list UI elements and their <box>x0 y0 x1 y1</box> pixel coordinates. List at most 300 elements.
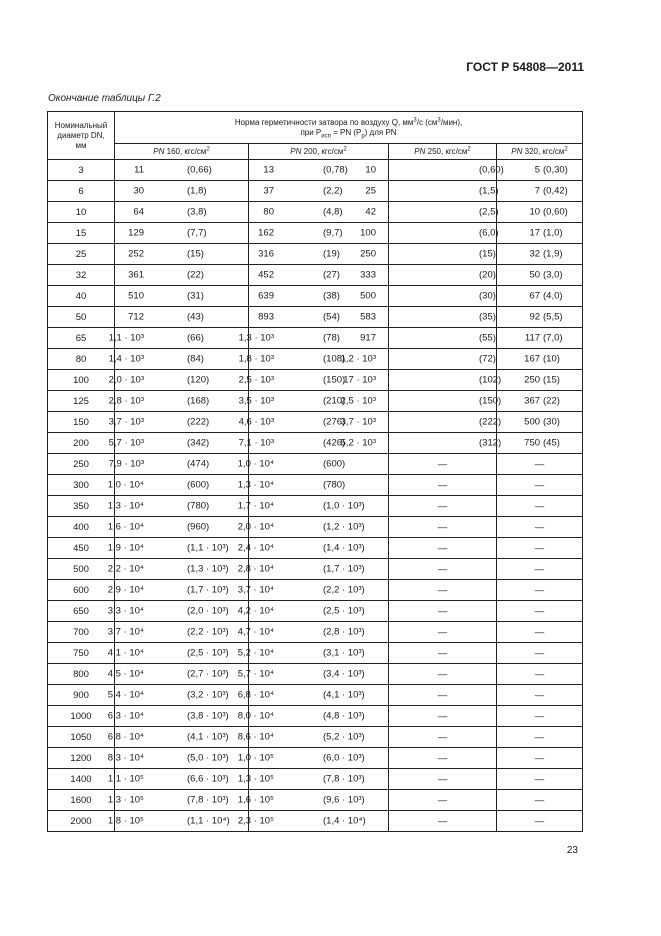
dn-cell: 900 <box>48 685 115 706</box>
value-cm3-per-min: (600) <box>323 458 346 470</box>
dn-cell: 2000 <box>48 811 115 832</box>
value-cm3-per-min: (30) <box>479 290 496 302</box>
value-cm3-per-min: (0,60) <box>479 164 504 176</box>
value-mm3-per-s: 8,3 · 10⁴ <box>107 752 144 764</box>
table-row <box>48 286 583 307</box>
leakage-value-cell <box>107 706 249 727</box>
table-row <box>48 601 583 622</box>
value-mm3-per-s: 917 <box>360 332 376 344</box>
value-cm3-per-min: (3,8) <box>187 206 207 218</box>
value-cm3-per-min: (1,4 · 10³) <box>323 542 365 554</box>
value-mm3-per-s: 6,8 · 10⁴ <box>237 689 274 701</box>
empty-value-cell: — <box>389 559 497 580</box>
value-cm3-per-min: (276) <box>323 416 346 428</box>
value-mm3-per-s: 1,1 · 10⁵ <box>107 773 144 785</box>
value-mm3-per-s: 250 <box>524 374 541 386</box>
leakage-value-cell <box>497 244 583 265</box>
value-mm3-per-s: 2,0 · 10⁴ <box>237 521 274 533</box>
value-mm3-per-s: 5,2 · 10³ <box>340 437 376 449</box>
value-cm3-per-min: (342) <box>187 437 210 449</box>
value-cm3-per-min: (19) <box>323 248 340 260</box>
dn-cell: 200 <box>48 433 115 454</box>
value-cm3-per-min: (20) <box>479 269 496 281</box>
table-row <box>48 244 583 265</box>
dn-cell: 600 <box>48 580 115 601</box>
empty-value-cell: — <box>389 727 497 748</box>
value-cm3-per-min: (15) <box>479 248 496 260</box>
value-mm3-per-s: 2,2 · 10⁴ <box>107 563 144 575</box>
table-row <box>48 223 583 244</box>
value-cm3-per-min: (1,2 · 10³) <box>323 521 365 533</box>
dn-cell: 350 <box>48 496 115 517</box>
value-cm3-per-min: (960) <box>187 521 210 533</box>
value-cm3-per-min: (1,9) <box>543 248 563 260</box>
value-mm3-per-s: 712 <box>128 311 144 323</box>
value-cm3-per-min: (0,42) <box>543 185 568 197</box>
value-mm3-per-s: 13 <box>263 164 274 176</box>
leakage-value-cell <box>107 643 249 664</box>
value-mm3-per-s: 30 <box>133 185 144 197</box>
leakage-value-cell <box>107 580 249 601</box>
value-cm3-per-min: (5,0 · 10³) <box>187 752 229 764</box>
value-mm3-per-s: 92 <box>529 311 541 323</box>
table-row <box>48 811 583 832</box>
value-mm3-per-s: 1,4 · 10³ <box>108 353 144 365</box>
leakage-value-cell <box>108 433 249 454</box>
value-cm3-per-min: (10) <box>543 353 560 365</box>
value-cm3-per-min: (780) <box>323 479 346 491</box>
leakage-value-cell <box>237 727 389 748</box>
value-cm3-per-min: (2,5 · 10³) <box>187 647 229 659</box>
table-row <box>48 391 583 412</box>
leakage-value-cell <box>237 769 389 790</box>
value-cm3-per-min: (2,2 · 10³) <box>187 626 229 638</box>
dn-cell: 15 <box>48 223 115 244</box>
value-mm3-per-s: 2,5 · 10³ <box>238 374 274 386</box>
empty-value-cell: — <box>389 706 497 727</box>
leakage-value-cell <box>360 223 499 244</box>
empty-value-cell: — <box>389 622 497 643</box>
dn-header-line1: Номинальный <box>54 120 108 130</box>
leakage-value-cell <box>365 181 499 202</box>
pn320-header: PN 320, кгс/$см^2$ <box>497 144 583 160</box>
empty-value-cell: — <box>497 496 583 517</box>
value-mm3-per-s: 10 <box>529 206 541 218</box>
table-row <box>48 496 583 517</box>
value-cm3-per-min: (4,1 · 10³) <box>323 689 365 701</box>
empty-value-cell: — <box>497 643 583 664</box>
leakage-value-cell <box>360 328 497 349</box>
value-cm3-per-min: (222) <box>479 416 502 428</box>
value-mm3-per-s: 3,5 · 10³ <box>238 395 274 407</box>
leakage-value-cell <box>237 454 389 475</box>
empty-value-cell: — <box>389 496 497 517</box>
empty-value-cell: — <box>389 538 497 559</box>
empty-value-cell: — <box>497 811 583 832</box>
leakage-value-cell <box>107 685 249 706</box>
dn-cell: 450 <box>48 538 115 559</box>
value-cm3-per-min: (5,5) <box>543 311 563 323</box>
leakage-value-cell <box>108 370 249 391</box>
value-mm3-per-s: 361 <box>128 269 144 281</box>
leakage-value-cell <box>340 391 502 412</box>
value-mm3-per-s: 64 <box>133 206 144 218</box>
value-mm3-per-s: 3,7 · 10⁴ <box>107 626 144 638</box>
dn-cell: 32 <box>48 265 115 286</box>
value-cm3-per-min: (27) <box>323 269 340 281</box>
value-cm3-per-min: (3,0) <box>543 269 563 281</box>
value-cm3-per-min: (2,5 · 10³) <box>323 605 365 617</box>
leakage-value-cell <box>107 517 249 538</box>
value-mm3-per-s: 2,3 · 10⁵ <box>237 815 274 827</box>
table-row <box>48 664 583 685</box>
leakage-value-cell <box>107 811 249 832</box>
table-row <box>48 643 583 664</box>
table-row <box>48 706 583 727</box>
leakage-value-cell <box>237 643 389 664</box>
value-mm3-per-s: 1,3 · 10⁵ <box>107 794 144 806</box>
empty-value-cell: — <box>497 601 583 622</box>
empty-value-cell: — <box>497 559 583 580</box>
value-cm3-per-min: (3,8 · 10³) <box>187 710 229 722</box>
dn-cell: 80 <box>48 349 115 370</box>
value-cm3-per-min: (222) <box>187 416 210 428</box>
leakage-value-cell <box>497 286 583 307</box>
value-mm3-per-s: 37 <box>263 185 274 197</box>
value-cm3-per-min: (312) <box>479 437 502 449</box>
value-cm3-per-min: (84) <box>187 353 204 365</box>
leakage-value-cell <box>108 349 249 370</box>
value-cm3-per-min: (1,7 · 10³) <box>323 563 365 575</box>
value-cm3-per-min: (6,0 · 10³) <box>323 752 365 764</box>
table-row <box>48 265 583 286</box>
dn-cell: 40 <box>48 286 115 307</box>
value-mm3-per-s: 4,5 · 10⁴ <box>107 668 144 680</box>
value-mm3-per-s: 10 <box>365 164 376 176</box>
leakage-value-cell <box>115 307 249 328</box>
empty-value-cell: — <box>497 538 583 559</box>
value-mm3-per-s: 4,6 · 10³ <box>238 416 274 428</box>
value-mm3-per-s: 11 <box>134 164 144 176</box>
value-cm3-per-min: (0,78) <box>323 164 348 176</box>
value-cm3-per-min: (102) <box>479 374 502 386</box>
dn-cell: 3 <box>48 160 115 181</box>
table-row <box>48 475 583 496</box>
value-mm3-per-s: 3,7 · 10⁴ <box>237 584 274 596</box>
value-mm3-per-s: 1,2 · 10³ <box>340 353 376 365</box>
empty-value-cell: — <box>497 706 583 727</box>
leakage-value-cell <box>360 307 497 328</box>
leakage-value-cell <box>107 496 249 517</box>
dn-cell: 1050 <box>48 727 115 748</box>
leakage-value-cell <box>237 685 389 706</box>
empty-value-cell: — <box>389 664 497 685</box>
value-mm3-per-s: 2,8 · 10³ <box>108 395 144 407</box>
empty-value-cell: — <box>497 580 583 601</box>
dn-cell: 1400 <box>48 769 115 790</box>
leakage-value-cell <box>108 391 249 412</box>
value-mm3-per-s: 367 <box>524 395 541 407</box>
value-cm3-per-min: (35) <box>479 311 496 323</box>
value-mm3-per-s: 1,8 · 10³ <box>238 353 274 365</box>
value-cm3-per-min: (1,0) <box>543 227 563 239</box>
value-mm3-per-s: 3,7 · 10³ <box>340 416 376 428</box>
value-mm3-per-s: 129 <box>128 227 144 239</box>
value-mm3-per-s: 500 <box>360 290 376 302</box>
table-row <box>48 748 583 769</box>
table-row <box>48 580 583 601</box>
pn250-header: PN 250, кгс/$см^2$ <box>389 144 497 160</box>
leakage-value-cell <box>340 349 497 370</box>
value-cm3-per-min: (1,1 · 10³) <box>187 542 229 554</box>
leakage-value-cell <box>237 811 389 832</box>
value-mm3-per-s: 167 <box>524 353 541 365</box>
dn-cell: 750 <box>48 643 115 664</box>
table-row <box>48 412 583 433</box>
value-mm3-per-s: 1,9 · 10⁴ <box>107 542 144 554</box>
leakage-value-cell <box>115 265 249 286</box>
value-cm3-per-min: (1,5) <box>479 185 499 197</box>
value-mm3-per-s: 5,4 · 10⁴ <box>107 689 144 701</box>
dn-cell: 400 <box>48 517 115 538</box>
value-mm3-per-s: 1,0 · 10⁴ <box>237 458 274 470</box>
value-mm3-per-s: 333 <box>360 269 376 281</box>
empty-value-cell: — <box>497 727 583 748</box>
value-cm3-per-min: (3,2 · 10³) <box>187 689 229 701</box>
value-cm3-per-min: (9,6 · 10³) <box>323 794 365 806</box>
leakage-value-cell <box>497 391 583 412</box>
value-mm3-per-s: 893 <box>258 311 274 323</box>
value-mm3-per-s: 6,3 · 10⁴ <box>107 710 144 722</box>
leakage-value-cell <box>115 244 249 265</box>
dn-cell: 1000 <box>48 706 115 727</box>
value-mm3-per-s: 80 <box>263 206 274 218</box>
table-row <box>48 307 583 328</box>
value-mm3-per-s: 25 <box>365 185 376 197</box>
value-cm3-per-min: (45) <box>543 437 560 449</box>
value-cm3-per-min: (4,1 · 10³) <box>187 731 229 743</box>
dn-cell: 25 <box>48 244 115 265</box>
value-cm3-per-min: (6,6 · 10³) <box>187 773 229 785</box>
dn-header-line2: диаметр DN, <box>57 130 105 140</box>
dn-cell: 65 <box>48 328 115 349</box>
leakage-value-cell <box>107 559 249 580</box>
value-mm3-per-s: 1,8 · 10⁵ <box>107 815 144 827</box>
value-mm3-per-s: 510 <box>128 290 144 302</box>
leakage-value-cell <box>107 622 249 643</box>
leakage-value-cell <box>237 517 389 538</box>
leakage-value-cell <box>107 601 249 622</box>
leakage-value-cell <box>497 307 583 328</box>
value-mm3-per-s: 8,0 · 10⁴ <box>237 710 274 722</box>
dn-cell: 800 <box>48 664 115 685</box>
leakage-value-cell <box>115 181 249 202</box>
leakage-value-cell <box>497 202 583 223</box>
table-row <box>48 622 583 643</box>
table-row <box>48 433 583 454</box>
value-cm3-per-min: (1,3 · 10³) <box>187 563 229 575</box>
empty-value-cell: — <box>389 748 497 769</box>
empty-value-cell: — <box>389 685 497 706</box>
value-mm3-per-s: 5,7 · 10⁴ <box>237 668 274 680</box>
empty-value-cell: — <box>497 685 583 706</box>
value-mm3-per-s: 7,1 · 10³ <box>238 437 274 449</box>
value-mm3-per-s: 4,2 · 10⁴ <box>237 605 274 617</box>
value-mm3-per-s: 500 <box>524 416 541 428</box>
dn-cell: 100 <box>48 370 115 391</box>
leakage-value-cell <box>107 475 249 496</box>
document-code: ГОСТ Р 54808—2011 <box>466 60 584 74</box>
value-cm3-per-min: (22) <box>187 269 204 281</box>
leakage-value-cell <box>340 412 502 433</box>
value-cm3-per-min: (15) <box>187 248 204 260</box>
pn160-header: PN 160, кгс/$см^2$ <box>115 144 249 160</box>
empty-value-cell: — <box>389 769 497 790</box>
dn-cell: 250 <box>48 454 115 475</box>
value-mm3-per-s: 1,7 · 10⁴ <box>237 500 274 512</box>
value-mm3-per-s: 1,0 · 10⁴ <box>107 479 144 491</box>
empty-value-cell: — <box>497 664 583 685</box>
value-cm3-per-min: (1,7 · 10³) <box>187 584 229 596</box>
value-cm3-per-min: (2,7 · 10³) <box>187 668 229 680</box>
empty-value-cell: — <box>497 454 583 475</box>
value-mm3-per-s: 50 <box>529 269 541 281</box>
dn-column-header <box>48 112 115 160</box>
empty-value-cell: — <box>497 517 583 538</box>
value-cm3-per-min: (31) <box>187 290 204 302</box>
value-mm3-per-s: 1,3 · 10⁴ <box>107 500 144 512</box>
value-mm3-per-s: 6,8 · 10⁴ <box>107 731 144 743</box>
value-cm3-per-min: (4,0) <box>543 290 563 302</box>
leakage-value-cell <box>237 601 389 622</box>
value-mm3-per-s: 250 <box>360 248 376 260</box>
value-cm3-per-min: (1,1 · 10⁴) <box>187 815 230 827</box>
value-cm3-per-min: (426) <box>323 437 346 449</box>
dn-header-line3: мм <box>75 140 87 150</box>
value-mm3-per-s: 2,0 · 10³ <box>108 374 144 386</box>
leakage-value-cell <box>115 223 249 244</box>
empty-value-cell: — <box>389 517 497 538</box>
leakage-value-cell <box>237 538 389 559</box>
value-cm3-per-min: (72) <box>479 353 496 365</box>
leakage-value-cell <box>237 559 389 580</box>
value-mm3-per-s: 252 <box>128 248 144 260</box>
value-mm3-per-s: 583 <box>360 311 376 323</box>
value-cm3-per-min: (30) <box>543 416 560 428</box>
leakage-value-cell <box>237 496 389 517</box>
dn-cell: 500 <box>48 559 115 580</box>
value-cm3-per-min: (120) <box>187 374 210 386</box>
leakage-value-cell <box>497 433 583 454</box>
value-mm3-per-s: 100 <box>360 227 376 239</box>
dn-cell: 10 <box>48 202 115 223</box>
leakage-value-cell <box>115 202 249 223</box>
value-cm3-per-min: (0,66) <box>187 164 212 176</box>
empty-value-cell: — <box>389 643 497 664</box>
value-cm3-per-min: (1,8) <box>187 185 207 197</box>
table-row <box>48 790 583 811</box>
leakage-value-cell <box>107 727 249 748</box>
table-row <box>48 181 583 202</box>
leakage-value-cell <box>360 286 497 307</box>
value-cm3-per-min: (1,0 · 10³) <box>323 500 365 512</box>
leakage-value-cell <box>497 412 583 433</box>
dn-cell: 300 <box>48 475 115 496</box>
table-row <box>48 160 583 181</box>
value-mm3-per-s: 1,6 · 10⁴ <box>107 521 144 533</box>
value-cm3-per-min: (780) <box>187 500 210 512</box>
value-mm3-per-s: 42 <box>365 206 376 218</box>
dn-cell: 1200 <box>48 748 115 769</box>
value-cm3-per-min: (55) <box>479 332 496 344</box>
value-cm3-per-min: (66) <box>187 332 204 344</box>
value-cm3-per-min: (150) <box>479 395 502 407</box>
value-cm3-per-min: (1,4 · 10⁴) <box>323 815 366 827</box>
table-row <box>48 769 583 790</box>
dn-cell: 700 <box>48 622 115 643</box>
empty-value-cell: — <box>389 475 497 496</box>
empty-value-cell: — <box>389 580 497 601</box>
value-mm3-per-s: 5,7 · 10³ <box>108 437 144 449</box>
leakage-value-cell <box>107 790 249 811</box>
leakage-group-header: Норма герметичности затвора по воздуху Q, $мм^3/с$ $(см^3/мин)$, при $P_{исп}$ = PN $(P_р)$ для PN <box>115 112 583 144</box>
empty-value-cell: — <box>389 454 497 475</box>
value-mm3-per-s: 117 <box>524 332 541 344</box>
table-row <box>48 454 583 475</box>
leakage-value-cell <box>340 433 502 454</box>
value-mm3-per-s: 4,7 · 10⁴ <box>237 626 274 638</box>
empty-value-cell: — <box>497 475 583 496</box>
leakage-value-cell <box>497 223 583 244</box>
value-mm3-per-s: 2,5 · 10³ <box>340 395 376 407</box>
dn-cell: 650 <box>48 601 115 622</box>
leakage-value-cell <box>343 370 502 391</box>
leakage-value-cell <box>107 748 249 769</box>
value-mm3-per-s: 2,9 · 10⁴ <box>107 584 144 596</box>
value-mm3-per-s: 162 <box>258 227 274 239</box>
value-mm3-per-s: 17 · 10³ <box>343 374 376 386</box>
table-row <box>48 349 583 370</box>
value-cm3-per-min: (600) <box>187 479 210 491</box>
value-cm3-per-min: (7,0) <box>543 332 563 344</box>
empty-value-cell: — <box>497 769 583 790</box>
leakage-value-cell <box>497 328 583 349</box>
table-row <box>48 727 583 748</box>
table-body <box>48 160 583 832</box>
empty-value-cell: — <box>497 748 583 769</box>
table-caption: Окончание таблицы Г.2 <box>48 93 161 104</box>
value-mm3-per-s: 1,6 · 10⁵ <box>237 794 274 806</box>
leakage-value-cell <box>237 790 389 811</box>
value-mm3-per-s: 3,3 · 10⁴ <box>107 605 144 617</box>
dn-cell: 1600 <box>48 790 115 811</box>
value-mm3-per-s: 17 <box>529 227 541 239</box>
leakage-value-cell <box>237 748 389 769</box>
value-mm3-per-s: 3,7 · 10³ <box>108 416 144 428</box>
table-row <box>48 517 583 538</box>
value-cm3-per-min: (54) <box>323 311 340 323</box>
value-cm3-per-min: (78) <box>323 332 340 344</box>
empty-value-cell: — <box>497 622 583 643</box>
leakage-value-cell <box>237 664 389 685</box>
leakage-value-cell <box>360 244 497 265</box>
leakage-value-cell <box>497 349 583 370</box>
value-mm3-per-s: 316 <box>258 248 274 260</box>
value-mm3-per-s: 8,6 · 10⁴ <box>237 731 274 743</box>
value-cm3-per-min: (5,2 · 10³) <box>323 731 365 743</box>
leakage-value-cell <box>497 160 583 181</box>
table-row <box>48 202 583 223</box>
